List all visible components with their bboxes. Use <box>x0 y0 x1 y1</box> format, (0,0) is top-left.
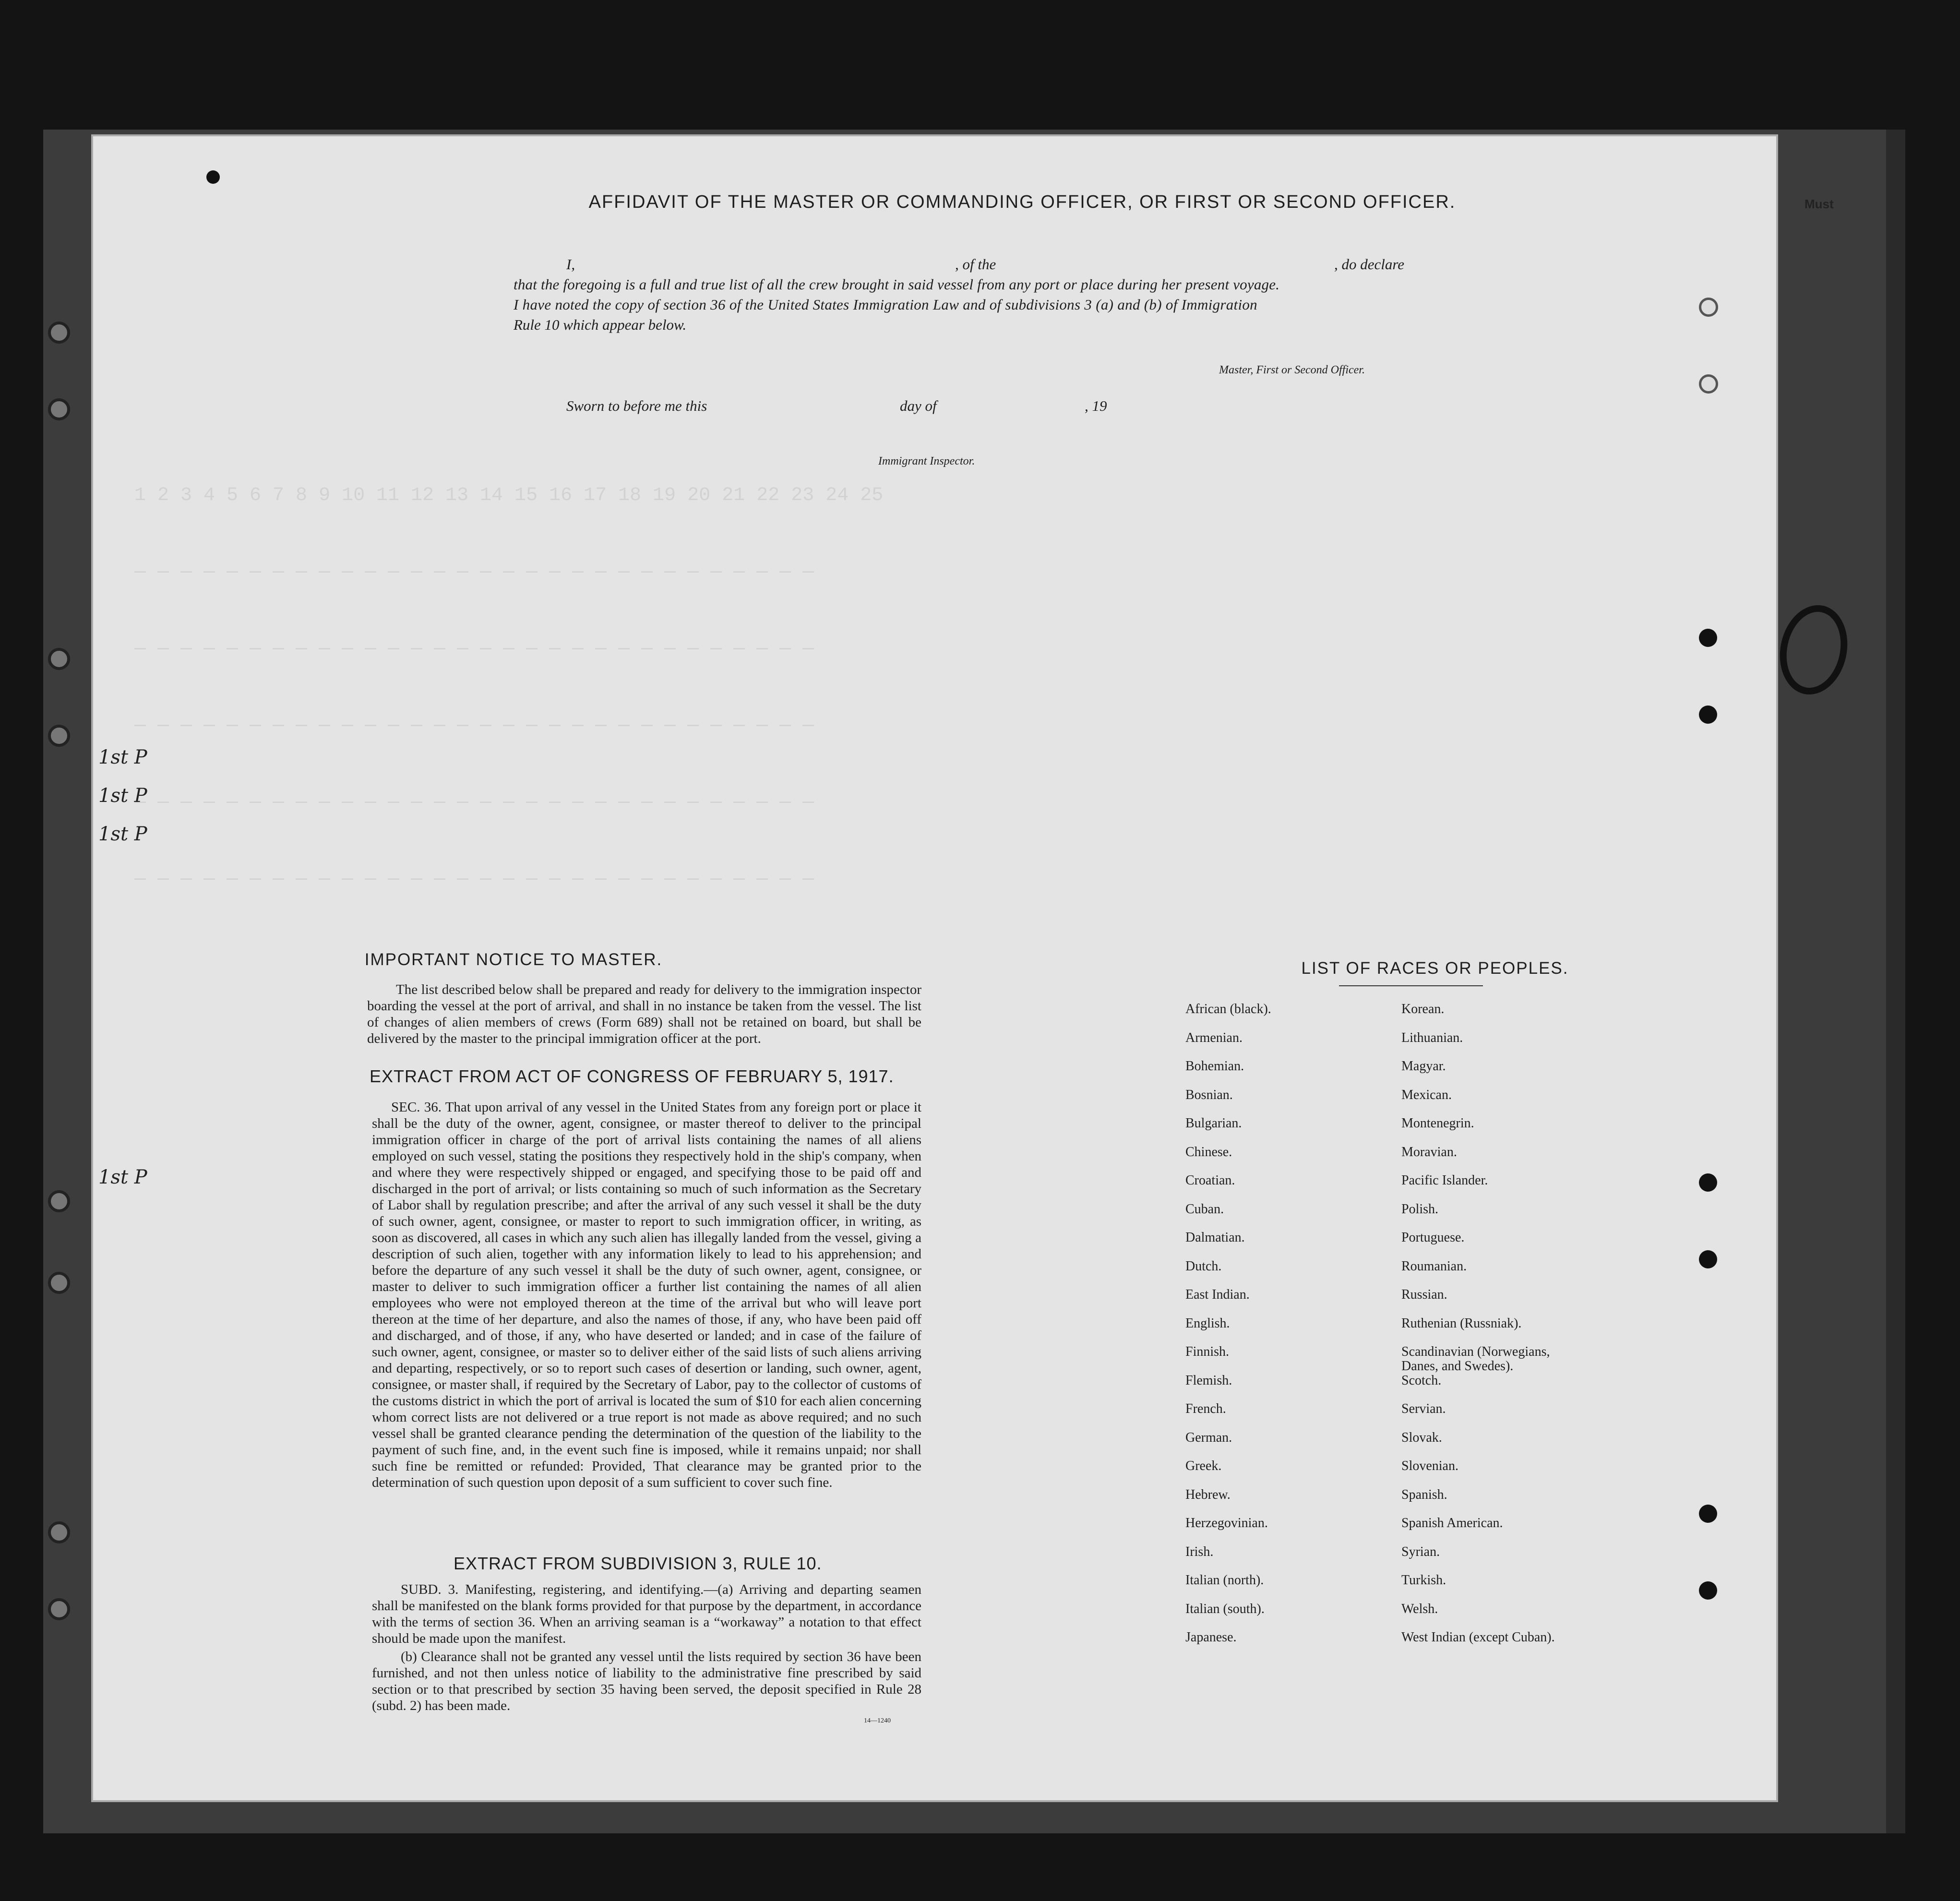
race-item: Slovenian. <box>1401 1459 1458 1473</box>
day-of-text: day of <box>900 397 937 414</box>
punch-hole <box>1699 629 1717 647</box>
race-item: Ruthenian (Russniak). <box>1401 1315 1522 1331</box>
punch-hole <box>1699 1505 1717 1523</box>
margin-note: 1st P <box>98 785 147 807</box>
punch-hole <box>1699 1581 1717 1600</box>
race-item: Spanish. <box>1401 1487 1447 1502</box>
race-item: Italian (north). <box>1185 1573 1264 1588</box>
notice-body: The list described below shall be prepared and ready for delivery to the immigration inspector boarding the vessel at the port of arrival, and shall in no instance be taken from the vessel. The list of changes of alien members of crews (Form 689) shall not be retained on board, but shall be delivered by the master to the principal immigration officer at the port. <box>367 982 921 1046</box>
race-item: Portuguese. <box>1401 1230 1465 1245</box>
margin-note: 1st P <box>98 746 147 768</box>
race-item: Turkish. <box>1401 1573 1446 1588</box>
race-item: Cuban. <box>1185 1201 1224 1217</box>
race-item: Italian (south). <box>1185 1601 1265 1616</box>
race-item: Japanese. <box>1185 1630 1237 1645</box>
race-item: Herzegovinian. <box>1185 1516 1268 1530</box>
punch-hole <box>1699 1250 1717 1268</box>
race-item: Scotch. <box>1401 1373 1442 1388</box>
binder-ring <box>48 725 70 747</box>
race-item: East Indian. <box>1185 1287 1250 1302</box>
race-item: French. <box>1185 1401 1226 1416</box>
race-item: Magyar. <box>1401 1059 1446 1074</box>
affidavit-of-the: , of the <box>955 256 996 273</box>
race-item: Lithuanian. <box>1401 1030 1463 1045</box>
race-item: Dutch. <box>1185 1258 1222 1274</box>
races-right-column <box>1401 1002 1651 1659</box>
race-item: Bulgarian. <box>1185 1116 1242 1131</box>
race-item: English. <box>1185 1315 1230 1331</box>
affidavit-line2: that the foregoing is a full and true list of all the crew brought in said vessel from any port or place during her present voyage. <box>514 276 1280 293</box>
race-item: African (black). <box>1185 1002 1271 1016</box>
race-item: Servian. <box>1401 1401 1446 1416</box>
race-item: Mexican. <box>1401 1087 1452 1102</box>
extract-rule-para-b: (b) Clearance shall not be granted any vessel until the lists required by section 36 have been furnished, and not then unless notice of liability to the administrative fine prescribed by said section or to that prescribed by section 35 having been served, the deposit specified in Rule 28 (subd. 2) has been made. <box>372 1649 921 1713</box>
affidavit-title: AFFIDAVIT OF THE MASTER OR COMMANDING OFFICER, OR FIRST OR SECOND OFFICER. <box>588 192 1456 212</box>
race-item: German. <box>1185 1430 1232 1445</box>
race-item: Polish. <box>1401 1201 1439 1217</box>
race-item: Slovak. <box>1401 1430 1442 1445</box>
binder-ring <box>48 398 70 420</box>
signature-label: Master, First or Second Officer. <box>1219 364 1365 376</box>
races-title-rule <box>1339 985 1483 986</box>
affidavit-i: I, <box>566 256 575 273</box>
extract-act-title: EXTRACT FROM ACT OF CONGRESS OF FEBRUARY 5, 1917. <box>370 1066 894 1086</box>
affidavit-line3: I have noted the copy of section 36 of the United States Immigration Law and of subdivisions 3 (a) and (b) of Immigration <box>514 296 1257 313</box>
punch-hole <box>206 170 220 184</box>
race-item: Bohemian. <box>1185 1059 1244 1074</box>
race-item: Hebrew. <box>1185 1487 1231 1502</box>
margin-note: 1st P <box>98 1166 147 1188</box>
binder-ring <box>48 1521 70 1543</box>
race-item: Korean. <box>1401 1002 1445 1016</box>
extract-rule-para-a: SUBD. 3. Manifesting, registering, and identifying.—(a) Arriving and departing seamen shall be manifested on the blank forms provided for that purpose by the department, in accordance with the terms of section 36. When an arriving seaman is a “workaway” a notation to that effect should be made upon the manifest. <box>372 1582 921 1646</box>
race-item: Dalmatian. <box>1185 1230 1245 1245</box>
punch-hole <box>1699 1173 1717 1192</box>
extract-rule-title: EXTRACT FROM SUBDIVISION 3, RULE 10. <box>454 1554 822 1573</box>
race-item: Flemish. <box>1185 1373 1232 1388</box>
race-item: Syrian. <box>1401 1544 1440 1559</box>
race-item: Roumanian. <box>1401 1258 1467 1274</box>
binder-ring <box>48 322 70 344</box>
race-item: Greek. <box>1185 1459 1222 1473</box>
races-title: LIST OF RACES OR PEOPLES. <box>1301 959 1569 978</box>
punch-hole <box>1699 298 1718 317</box>
manifest-page: 1 2 3 4 5 6 7 8 9 10 11 12 13 14 15 16 17 18 19 20 21 22 23 24 25 — — — — — — — — — — — — — — — — — — — — — — — — — — — — — — — — — — — — — — — — — — — — — — — — — — — — — — — — — — — — — — — — — — — — — — — — — — — — — — — — — — — — — — — — — — — — — — — — — — — — — — — — — — — — — — — — — — — — — — — — — — — — — — — — — — — — — — — — — — — — — — — — — — — — — — AFFIDAVIT OF THE MASTER OR COMMANDING OFFICER, OR FIRST OR SECOND OFFICER. I, , of the , do declare that the foregoing is a full and true list of all the crew brought in said vessel from any port or place during her present voyage. I have noted the copy of section 36 of the United States Immigration Law and of subdivisions 3 (a) and (b) of Immigration Rule 10 which appear below. Master, First or Second Officer. Sworn to before me this day of , 19 Immigrant Inspector. IMPORTANT NOTICE TO MASTER. The list described below shall be prepared and ready for delivery to the immigration inspector boarding the vessel at the port of arrival, and shall in no instance be taken from the vessel. The list of changes of alien members of crews (Form 689) shall not be retained on board, but shall be delivered by the master to the principal immigration officer at the port. EXTRACT FROM ACT OF CONGRESS OF FEBRUARY 5, 1917. SEC. 36. That upon arrival of any vessel in the United States from any foreign port or place it shall be the duty of the owner, agent, consignee, or master thereof to deliver to the principal immigration officer in charge of the port of arrival lists containing the names of all aliens employed on such vessel, stating the positions they respectively hold in the ship's company, when and where they were respectively shipped or engaged, and specifying those to be paid off and discharged in the port of arrival; or lists containing so much of such information as the Secretary of Labor shall by regulation prescribe; and after the arrival of any such vessel it shall be the duty of such owner, agent, consignee, or master to report to such immigration officer, in writing, as soon as discovered, all cases in which any such alien has illegally landed from the vessel, giving a description of such alien, together with any information likely to lead to his apprehension; and before the departure of any such vessel it shall be the duty of such owner, agent, consignee, or master to deliver to such immigration officer a further list containing the names of all alien employees who were not employed thereon at the time of the arrival but who will leave port thereon at the time of her departure, and also the names of those, if any, who have been paid off and discharged, and of those, if any, who have deserted or landed; and in case of the failure of such owner, agent, consignee, or master so to deliver either of the said lists of such aliens arriving and departing, respectively, or so to report such cases of desertion or landing, such owner, agent, consignee, or master shall, if required by the Secretary of Labor, pay to the collector of customs of the customs district in which the port of arrival is located the sum of $10 for each alien concerning whom correct lists are not delivered or a true report is not made as above required; and no such vessel shall be granted clearance pending the determination of the question of the liability to the payment of such fine, and, in the event such fine is imposed, while it remains unpaid; nor shall such fine be remitted or refunded: Provided, That clearance may be granted prior to the determination of such question upon deposit of a sum sufficient to cover such fine. EXTRACT FROM SUBDIVISION 3, RULE 10. SUBD. 3. Manifesting, registering, and identifying.—(a) Arriving and departing seamen shall be manifested on the blank forms provided for that purpose by the department, in accordance with the terms of section 36. When an arriving seaman is a “workaway” a notation to that effect should be made upon the manifest. (b) Clearance shall not be granted any vessel until the lists required by section 36 have been furnished, and not then unless notice of liability to the administrative fine prescribed by said section or to that prescribed by section 35 having been served, the deposit specified in Rule 28 (subd. 2) has been made. 14—1240 LIST OF RACES OR PEOPLES. African (black). Armenian. Bohemian. Bosnian. Bulgarian. Chinese. Croatian. Cuban. Dalmatian. Dutch. East Indian. English. Finnish. Flemish. French. German. Greek. Hebrew. Herzegovinian. Irish. Italian (north). Italian (south). Japanese. Korean. Lithuanian. Magyar. Mexican. Montenegrin. Moravian. Pacific Islander. Polish. Portuguese. Roumanian. Russian. Ruthenian (Russniak). Scandinavian (Norwegians, Danes, and Swedes). Scotch. Servian. Slovak. Slovenian. Spanish. Spanish American. Syrian. Turkish. Welsh. West Indian (except Cuban). <box>91 134 1778 1802</box>
form-number: 14—1240 <box>864 1717 891 1724</box>
binder-ring <box>48 1190 70 1212</box>
race-item: Irish. <box>1185 1544 1214 1559</box>
binder-ring <box>48 648 70 670</box>
extract-act-body: SEC. 36. That upon arrival of any vessel in the United States from any foreign port or place it shall be the duty of the owner, agent, consignee, or master thereof to deliver to the principal immigration officer in charge of the port of arrival lists containing the names of all aliens employed on such vessel, stating the positions they respectively hold in the ship's company, when and where they were respectively shipped or engaged, and specifying those to be paid off and discharged in the port of arrival; or lists containing so much of such information as the Secretary of Labor shall by regulation prescribe; and after the arrival of any such vessel it shall be the duty of such owner, agent, consignee, or master to report to such immigration officer, in writing, as soon as discovered, all cases in which any such alien has illegally landed from the vessel, giving a description of such alien, together with any information likely to lead to his apprehension; and before the departure of any such vessel it shall be the duty of such owner, agent, consignee, or master to deliver to such immigration officer a further list containing the names of all alien employees who were not employed thereon at the time of the arrival but who will leave port thereon at the time of her departure, and also the names of those, if any, who have been paid off and discharged, and of those, if any, who have deserted or landed; and in case of the failure of such owner, agent, consignee, or master so to deliver either of the said lists of such aliens arriving and departing, respectively, or so to report such cases of desertion or landing, such owner, agent, consignee, or master shall, if required by the Secretary of Labor, pay to the collector of customs of the customs district in which the port of arrival is located the sum of $10 for each alien concerning whom correct lists are not delivered or a true report is not made as above required; and no such vessel shall be granted clearance pending the determination of the question of the liability to the payment of such fine, and, in the event such fine is imposed, while it remains unpaid; nor shall such fine be remitted or refunded: Provided, That clearance may be granted prior to the determination of such question upon deposit of a sum sufficient to cover such fine. <box>372 1100 921 1490</box>
inspector-label: Immigrant Inspector. <box>878 455 975 467</box>
binder-ring <box>48 1598 70 1620</box>
race-item: Pacific Islander. <box>1401 1173 1488 1188</box>
sworn-text: Sworn to before me this <box>566 397 707 414</box>
race-item: Russian. <box>1401 1287 1447 1302</box>
notice-title: IMPORTANT NOTICE TO MASTER. <box>364 950 663 969</box>
race-item: Scandinavian (Norwegians, Danes, and Swedes). <box>1401 1344 1550 1374</box>
race-item: Croatian. <box>1185 1173 1235 1188</box>
race-item: Spanish American. <box>1401 1516 1503 1530</box>
race-item: Moravian. <box>1401 1144 1457 1160</box>
edge-text: Must <box>1805 197 1834 211</box>
year-text: , 19 <box>1085 397 1107 414</box>
punch-hole <box>1699 374 1718 394</box>
race-item: West Indian (except Cuban). <box>1401 1630 1555 1645</box>
margin-note: 1st P <box>98 823 147 845</box>
races-left-column <box>1185 1002 1435 1659</box>
race-item: Chinese. <box>1185 1144 1232 1160</box>
affidavit-line4: Rule 10 which appear below. <box>514 316 687 333</box>
binder-ring <box>48 1272 70 1294</box>
affidavit-declare: , do declare <box>1334 256 1405 273</box>
punch-hole <box>1699 705 1717 724</box>
race-item: Welsh. <box>1401 1601 1438 1616</box>
race-item: Montenegrin. <box>1401 1116 1474 1131</box>
race-item: Bosnian. <box>1185 1087 1233 1102</box>
race-item: Armenian. <box>1185 1030 1243 1045</box>
race-item: Finnish. <box>1185 1344 1230 1359</box>
